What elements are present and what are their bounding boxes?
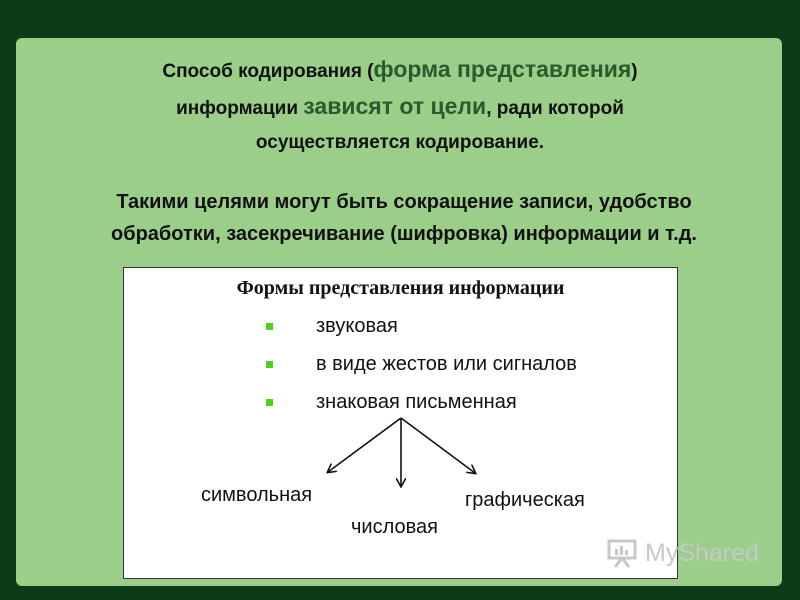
form-graphic: графическая — [465, 489, 585, 511]
forms-box — [123, 267, 678, 579]
intro-text — [0, 52, 800, 160]
intro-line-3: осуществляется кодирование. — [255, 132, 545, 153]
goals-line-2: обработки, засекречивание (шифровка) информации и т.д. — [111, 223, 697, 245]
form-symbolic: символьная — [201, 484, 313, 506]
form-numeric: числовая — [351, 516, 438, 538]
arrow-to-graphic — [401, 418, 475, 473]
highlight-goal: зависят от цели — [303, 93, 487, 119]
goals-text — [34, 186, 774, 250]
arrow-to-symbolic — [328, 418, 401, 472]
watermark — [607, 538, 759, 568]
watermark-text: MyShared — [645, 538, 759, 567]
goals-line-1: Такими целями могут быть сокращение записи, удобство — [116, 191, 692, 213]
list-item: звуковая — [266, 314, 577, 352]
highlight-form: форма представления — [373, 56, 632, 82]
list-item: знаковая письменная — [266, 390, 577, 428]
presentation-board-icon — [607, 538, 639, 568]
forms-title: Формы представления информации — [236, 277, 565, 299]
intro-line-2: информации зависят от цели, ради которой — [176, 93, 624, 119]
intro-line-1: Способ кодирования (форма представления) — [162, 56, 638, 82]
list-item: в виде жестов или сигналов — [266, 352, 577, 390]
